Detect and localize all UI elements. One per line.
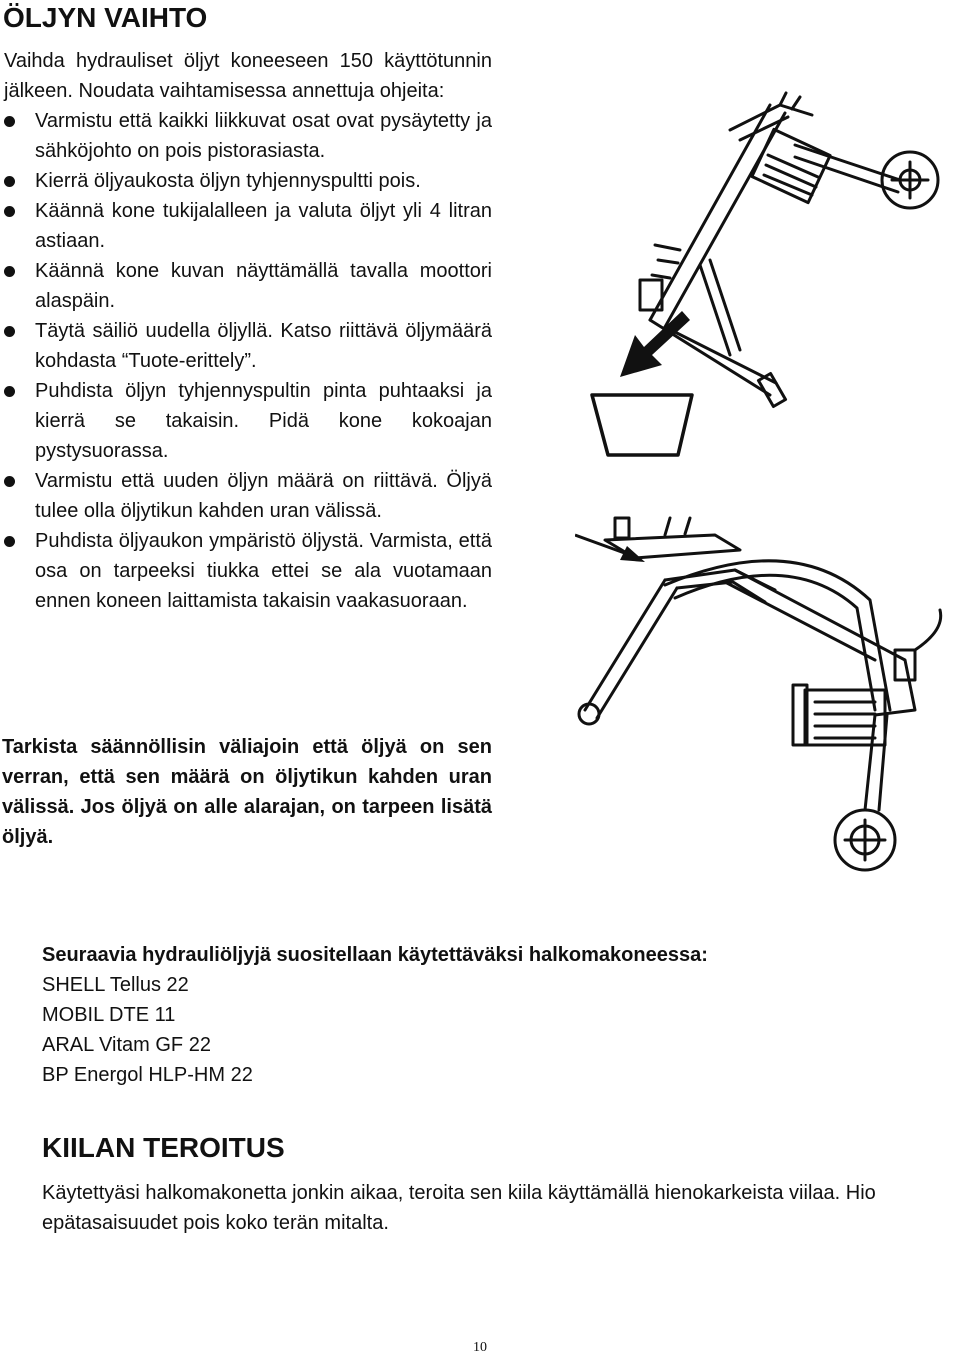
step-text: Varmistu että kaikki liikkuvat osat ovat pysäytetty ja sähköjohto on pois pistorasiasta. bbox=[35, 110, 492, 162]
section-title: KIILAN TEROITUS bbox=[42, 1132, 285, 1163]
oil-change-instructions bbox=[4, 46, 492, 616]
arrow-icon bbox=[620, 546, 645, 562]
oil-level-warning: Tarkista säännöllisin väliajoin että öljyä on sen verran, että sen määrä on öljytikun kahden uran välissä. Jos öljyä on alle alarajan, on tarpeen lisätä öljyä. bbox=[2, 736, 492, 848]
bullet-icon bbox=[4, 386, 15, 397]
list-item bbox=[4, 106, 492, 166]
bullet-icon bbox=[4, 176, 15, 187]
step-text: Puhdista öljyaukon ympäristö öljystä. Varmista, että osa on tarpeeksi tiukka ettei se ala vuotamaan ennen koneen laittamista takaisin vaakasuoraan. bbox=[35, 530, 492, 612]
sharpening-text: Käytettyäsi halkomakonetta jonkin aikaa, teroita sen kiila käyttämällä hienokarkeista viilaa. Hio epätasaisuudet pois koko terän mitalta. bbox=[42, 1182, 876, 1234]
page-number: 10 bbox=[473, 1340, 487, 1355]
intro-text: Vaihda hydrauliset öljyt koneeseen 150 käyttötunnin jälkeen. Noudata vaihtamisessa annettuja ohjeita: bbox=[4, 50, 492, 102]
step-text: Täytä säiliö uudella öljyllä. Katso riittävä öljymäärä kohdasta “Tuote-erittely”. bbox=[35, 320, 492, 372]
recommended-oils bbox=[42, 940, 922, 1090]
page-title: ÖLJYN VAIHTO bbox=[3, 2, 208, 33]
step-text: Puhdista öljyn tyhjennyspultin pinta puhtaaksi ja kierrä se takaisin. Pidä kone kokoajan pystysuorassa. bbox=[35, 380, 492, 462]
bullet-icon bbox=[4, 326, 15, 337]
list-item bbox=[4, 166, 492, 196]
log-splitter-draining-illustration bbox=[580, 85, 960, 470]
list-item bbox=[4, 526, 492, 616]
bullet-icon bbox=[4, 206, 15, 217]
step-text: Käännä kone tukijalalleen ja valuta öljyt yli 4 litran astiaan. bbox=[35, 200, 492, 252]
log-splitter-upright-illustration bbox=[575, 510, 960, 890]
list-item: ARAL Vitam GF 22 bbox=[42, 1034, 211, 1056]
bullet-icon bbox=[4, 536, 15, 547]
bullet-icon bbox=[4, 116, 15, 127]
steps-list bbox=[4, 106, 492, 616]
oils-heading: Seuraavia hydrauliöljyjä suositellaan käytettäväksi halkomakoneessa: bbox=[42, 944, 708, 966]
step-text: Kierrä öljyaukosta öljyn tyhjennyspultti pois. bbox=[35, 170, 421, 192]
step-text: Käännä kone kuvan näyttämällä tavalla moottori alaspäin. bbox=[35, 260, 492, 312]
list-item bbox=[4, 316, 492, 376]
bullet-icon bbox=[4, 476, 15, 487]
list-item: BP Energol HLP-HM 22 bbox=[42, 1064, 253, 1086]
list-item bbox=[4, 196, 492, 256]
bullet-icon bbox=[4, 266, 15, 277]
list-item: SHELL Tellus 22 bbox=[42, 974, 189, 996]
list-item bbox=[4, 466, 492, 526]
arrow-icon bbox=[620, 311, 690, 377]
list-item bbox=[4, 376, 492, 466]
step-text: Varmistu että uuden öljyn määrä on riittävä. Öljyä tulee olla öljytikun kahden uran välissä. bbox=[35, 470, 492, 522]
list-item bbox=[4, 256, 492, 316]
list-item: MOBIL DTE 11 bbox=[42, 1004, 176, 1026]
oils-list bbox=[42, 970, 922, 1090]
